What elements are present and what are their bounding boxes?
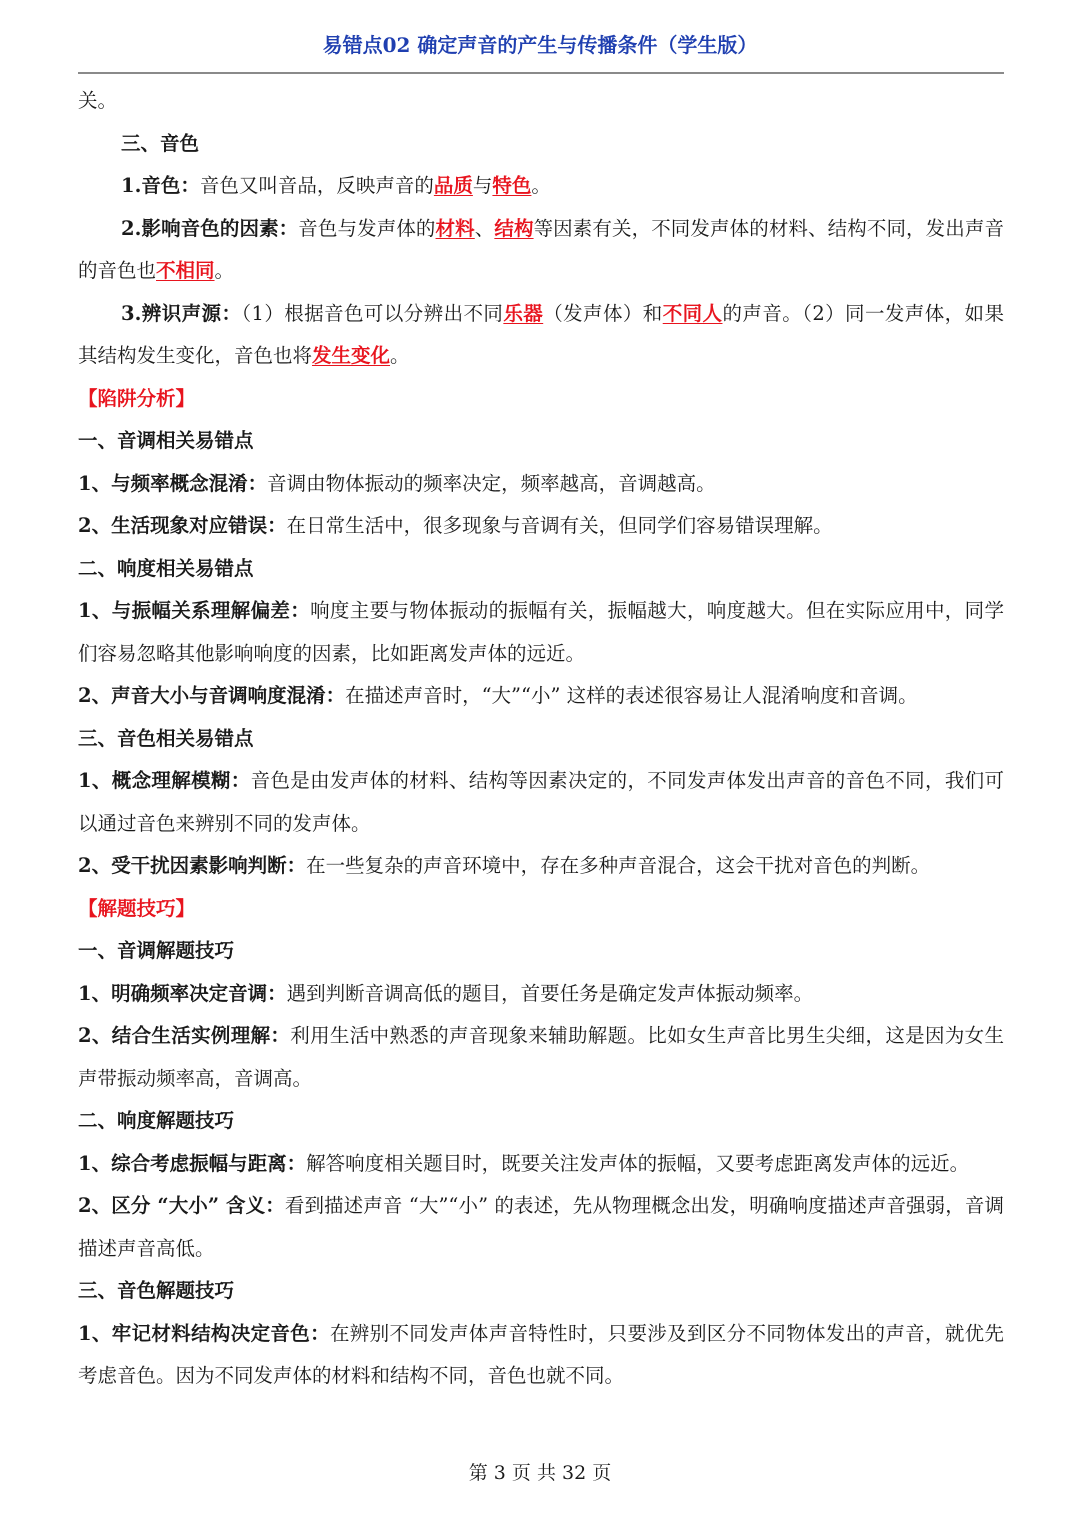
tech-pitch-item-1-label: 1、明确频率决定音调： <box>78 981 287 1005</box>
timbre-item-2-text-b: 、 <box>474 216 495 240</box>
tech-loudness-item-1-label: 1、综合考虑振幅与距离： <box>78 1151 307 1175</box>
timbre-item-2-text-a: 音色与发声体的 <box>298 216 436 240</box>
tech-timbre-item-1-label: 1、牢记材料结构决定音色： <box>78 1321 330 1345</box>
tech-loudness-item-1 <box>78 1143 1004 1186</box>
keyword-change: 发生变化 <box>312 344 391 367</box>
trap-pitch-item-1-label: 1、与频率概念混淆： <box>78 471 268 495</box>
trap-loudness-item-2-text: 在描述声音时，“大”“小” 这样的表述很容易让人混淆响度和音调。 <box>345 684 918 707</box>
tech-timbre-heading: 三、音色解题技巧 <box>78 1279 235 1302</box>
tech-pitch-item-2 <box>78 1015 1004 1100</box>
timbre-item-3-text-c: 的声音。（2）同一发声体，如果其结构发生变化，音色也将 <box>78 301 1004 367</box>
tech-loudness-heading: 二、响度解题技巧 <box>78 1109 235 1132</box>
trap-timbre-item-2-label: 2、受干扰因素影响判断： <box>78 854 307 877</box>
tech-pitch-item-2-label: 2、结合生活实例理解： <box>78 1024 291 1047</box>
tech-pitch-item-1-text: 遇到判断音调高低的题目，首要任务是确定发声体振动频率。 <box>286 981 814 1005</box>
tech-loudness-item-2-label: 2、区分 “大小” 含义： <box>78 1194 285 1217</box>
trap-pitch-item-2-label: 2、生活现象对应错误： <box>78 514 287 537</box>
tech-loudness-item-2-text: 看到描述声音 “大”“小” 的表述，先从物理概念出发，明确响度描述声音强弱，音调描述声音高低。 <box>78 1194 1004 1260</box>
timbre-item-1-text-b: 与 <box>472 174 493 197</box>
trap-timbre-item-2-text: 在一些复杂的声音环境中，存在多种声音混合，这会干扰对音色的判断。 <box>306 854 931 877</box>
continuation-text: 关。 <box>78 89 118 112</box>
page-number-footer: 第 3 页 共 32 页 <box>468 1462 612 1484</box>
tech-timbre-item-1 <box>78 1313 1004 1398</box>
keyword-instrument: 乐器 <box>503 301 544 325</box>
timbre-item-2-text-d: 。 <box>214 259 235 282</box>
trap-pitch-item-1 <box>78 463 1004 506</box>
header-divider <box>78 72 1004 74</box>
trap-pitch-item-2 <box>78 505 1004 548</box>
trap-timbre-item-2 <box>78 845 1004 888</box>
trap-loudness-item-1-label: 1、与振幅关系理解偏差： <box>78 599 311 622</box>
keyword-quality: 品质 <box>433 174 473 197</box>
trap-timbre-item-1-text: 音色是由发声体的材料、结构等因素决定的，不同发声体发出声音的音色不同，我们可以通过音色来辨别不同的发声体。 <box>78 769 1004 835</box>
timbre-item-1-text-a: 音色又叫音品，反映声音的 <box>199 174 434 197</box>
timbre-item-2-text-c: 等因素有关，不同发声体的材料、结构不同，发出声音的音色也 <box>78 216 1004 282</box>
page-header-title: 易错点02 确定声音的产生与传播条件（学生版） <box>322 33 758 57</box>
keyword-structure: 结构 <box>494 216 534 240</box>
timbre-item-2 <box>78 208 1004 293</box>
tech-pitch-heading: 一、音调解题技巧 <box>78 939 235 962</box>
keyword-different: 不相同 <box>156 259 215 282</box>
trap-pitch-item-1-text: 音调由物体振动的频率决定，频率越高，音调越高。 <box>267 471 716 495</box>
timbre-item-1-label: 1.音色： <box>121 174 200 197</box>
trap-loudness-item-2 <box>78 675 1004 718</box>
tech-pitch-item-1 <box>78 973 1004 1016</box>
tech-loudness-item-2 <box>78 1185 1004 1270</box>
tech-loudness-item-1-text: 解答响度相关题目时，既要关注发声体的振幅，又要考虑距离发声体的远近。 <box>306 1151 970 1175</box>
keyword-different-person: 不同人 <box>662 301 723 325</box>
techniques-title: 【解题技巧】 <box>78 896 196 920</box>
timbre-item-1 <box>78 165 1004 208</box>
timbre-item-3-text-a: （1）根据音色可以分辨出不同 <box>241 301 504 325</box>
keyword-feature: 特色 <box>492 174 532 197</box>
timbre-item-1-text-c: 。 <box>531 174 551 197</box>
trap-pitch-item-2-text: 在日常生活中，很多现象与音调有关，但同学们容易错误理解。 <box>286 514 833 537</box>
trap-loudness-item-2-label: 2、声音大小与音调响度混淆： <box>78 684 346 707</box>
timbre-item-3-label: 3.辨识声源： <box>121 301 242 325</box>
keyword-material: 材料 <box>435 216 475 240</box>
tech-pitch-item-2-text: 利用生活中熟悉的声音现象来辅助解题。比如女生声音比男生尖细，这是因为女生声带振动频率高，音调高。 <box>78 1024 1004 1090</box>
timbre-item-3 <box>78 293 1004 378</box>
trap-timbre-item-1 <box>78 760 1004 845</box>
trap-analysis-title: 【陷阱分析】 <box>78 386 196 410</box>
timbre-item-3-text-d: 。 <box>390 344 410 367</box>
trap-loudness-item-1 <box>78 590 1004 675</box>
trap-loudness-item-1-text: 响度主要与物体振动的振幅有关，振幅越大，响度越大。但在实际应用中，同学们容易忽略其他影响响度的因素，比如距离发声体的远近。 <box>78 599 1004 665</box>
trap-pitch-heading: 一、音调相关易错点 <box>78 429 254 452</box>
tech-timbre-item-1-text: 在辨别不同发声体声音特性时，只要涉及到区分不同物体发出的声音，就优先考虑音色。因为不同发声体的材料和结构不同，音色也就不同。 <box>78 1321 1004 1387</box>
trap-timbre-item-1-label: 1、概念理解模糊： <box>78 769 251 792</box>
section-heading-timbre: 三、音色 <box>121 131 200 155</box>
document-body <box>78 80 1004 1398</box>
trap-timbre-heading: 三、音色相关易错点 <box>78 726 254 750</box>
trap-loudness-heading: 二、响度相关易错点 <box>78 556 254 580</box>
timbre-item-3-text-b: （发声体）和 <box>543 301 663 325</box>
timbre-item-2-label: 2.影响音色的因素： <box>121 216 299 240</box>
